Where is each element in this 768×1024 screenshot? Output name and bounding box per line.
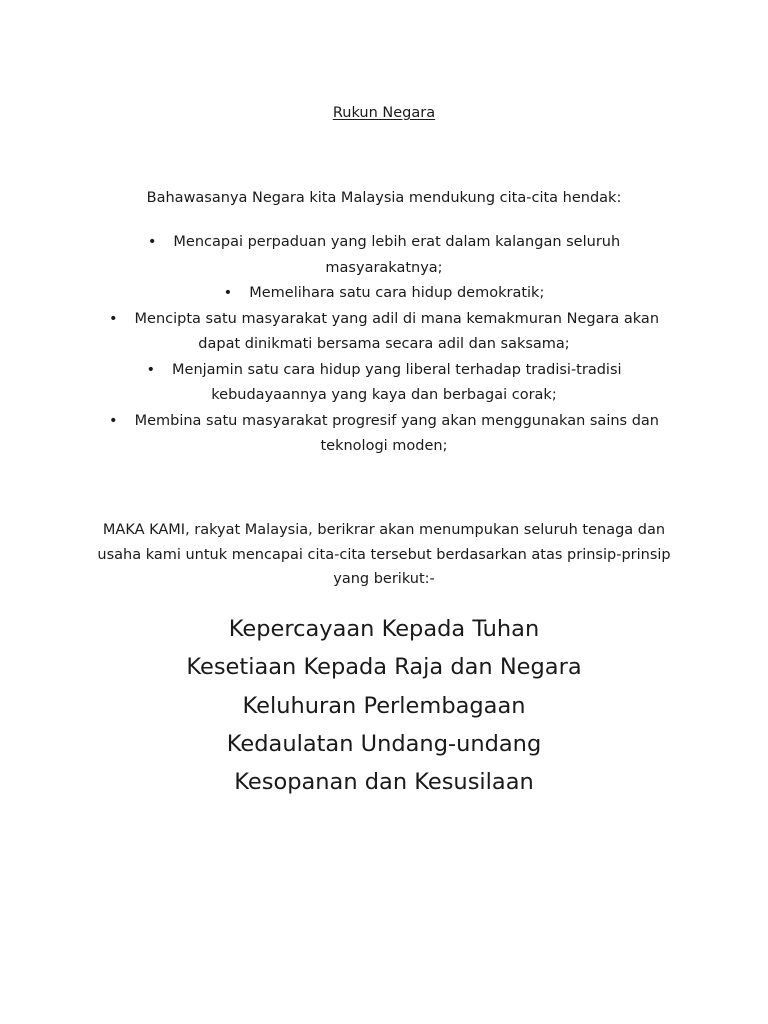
list-item xyxy=(100,307,668,358)
intro-paragraph: Bahawasanya Negara kita Malaysia mendukung cita-cita hendak: xyxy=(146,190,622,206)
bullet-icon: • xyxy=(223,285,233,301)
aspirations-list xyxy=(100,230,668,460)
bullet-icon: • xyxy=(147,234,157,250)
list-item xyxy=(100,281,668,307)
principle-item: Kepercayaan Kepada Tuhan xyxy=(228,616,540,642)
list-item-text: Mencapai perpaduan yang lebih erat dalam kalangan seluruh masyarakatnya; xyxy=(173,234,621,276)
list-item-text: Membina satu masyarakat progresif yang akan menggunakan sains dan teknologi moden; xyxy=(134,412,659,454)
list-item xyxy=(100,230,668,281)
list-item-text: Mencipta satu masyarakat yang adil di mana kemakmuran Negara akan dapat dinikmati bersama secara adil dan saksama; xyxy=(134,310,660,352)
document-title: Rukun Negara xyxy=(332,105,436,121)
list-item xyxy=(100,358,668,409)
principles-list xyxy=(0,610,768,801)
list-item-text: Menjamin satu cara hidup yang liberal terhadap tradisi-tradisi kebudayaannya yang kaya dan berbagai corak; xyxy=(172,361,622,403)
bullet-icon: • xyxy=(146,361,156,378)
list-item-text: Memelihara satu cara hidup demokratik; xyxy=(249,285,545,301)
principle-item: Keluhuran Perlembagaan xyxy=(242,692,526,719)
principle-item: Kesetiaan Kepada Raja dan Negara xyxy=(186,654,582,681)
list-item xyxy=(100,409,668,460)
bullet-icon: • xyxy=(109,412,118,429)
principle-item: Kedaulatan Undang-undang xyxy=(226,730,542,757)
bullet-icon: • xyxy=(108,310,118,327)
principle-item: Kesopanan dan Kesusilaan xyxy=(234,769,534,796)
pledge-paragraph: MAKA KAMI, rakyat Malaysia, berikrar akan menumpukan seluruh tenaga dan usaha kami untuk mencapai cita-cita tersebut berdasarkan atas prinsip-prinsip yang berikut:- xyxy=(97,522,671,588)
